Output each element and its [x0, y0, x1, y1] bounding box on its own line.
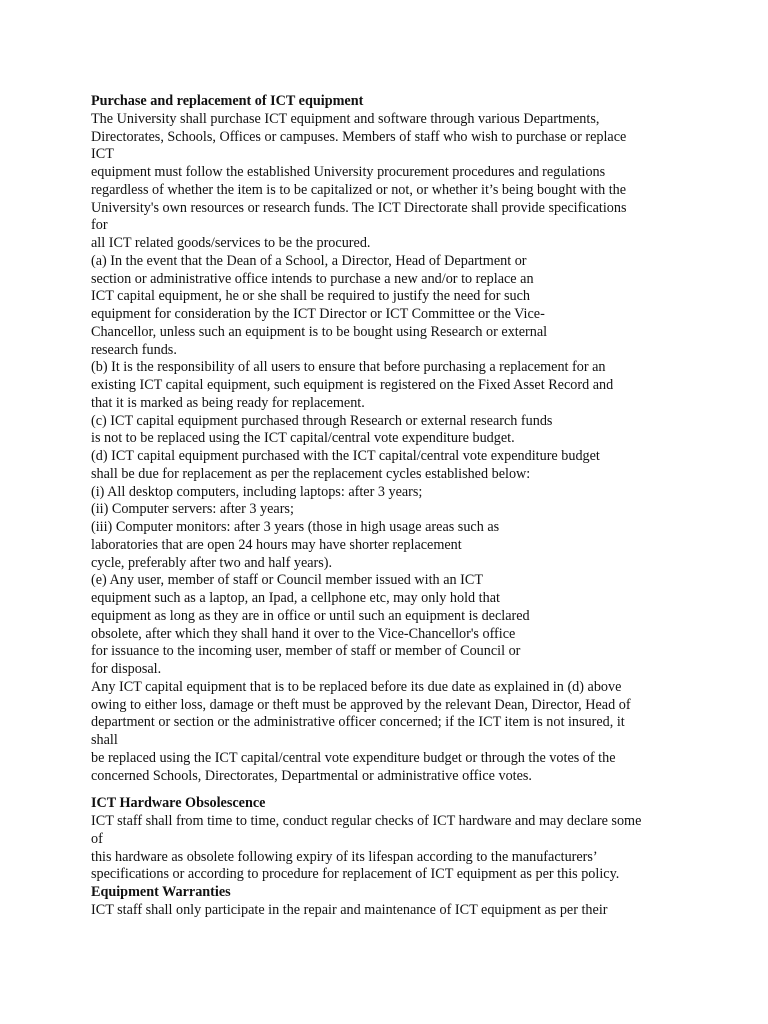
text-line: department or section or the administrative officer concerned; if the ICT item is not insured, it	[91, 714, 625, 731]
text-line: is not to be replaced using the ICT capital/central vote expenditure budget.	[91, 430, 515, 447]
section-purchase-replacement	[91, 93, 691, 785]
text-line: of	[91, 830, 103, 847]
text-line: equipment must follow the established University procurement procedures and regulations	[91, 164, 606, 180]
text-line: for disposal.	[91, 661, 162, 677]
text-line: research funds.	[91, 341, 177, 358]
text-line: shall be due for replacement as per the replacement cycles established below:	[91, 465, 531, 482]
text-line: that it is marked as being ready for replacement.	[91, 394, 365, 411]
text-line: (d) ICT capital equipment purchased with the ICT capital/central vote expenditure budget	[91, 448, 600, 464]
text-line: (b) It is the responsibility of all users to ensure that before purchasing a replacement for an	[91, 359, 606, 376]
text-line: (c) ICT capital equipment purchased through Research or external research funds	[91, 412, 553, 429]
text-line: all ICT related goods/services to be the procured.	[91, 235, 371, 251]
text-line: ICT staff shall only participate in the repair and maintenance of ICT equipment as per their	[91, 901, 608, 918]
text-line: cycle, preferably after two and half years).	[91, 554, 333, 571]
text-line: laboratories that are open 24 hours may have shorter replacement	[91, 536, 462, 553]
text-line: existing ICT capital equipment, such equipment is registered on the Fixed Asset Record and	[91, 377, 614, 393]
text-line: The University shall purchase ICT equipment and software through various Departments,	[91, 110, 600, 127]
text-line: owing to either loss, damage or theft must be approved by the relevant Dean, Director, Head of	[91, 696, 631, 713]
section-heading: Equipment Warranties	[91, 884, 231, 900]
text-line: section or administrative office intends to purchase a new and/or to replace an	[91, 270, 534, 287]
text-line: (a) In the event that the Dean of a School, a Director, Head of Department or	[91, 252, 527, 269]
text-line: for	[91, 217, 108, 234]
text-line: obsolete, after which they shall hand it over to the Vice-Chancellor's office	[91, 625, 516, 642]
section-body	[91, 111, 691, 786]
section-equipment-warranties	[91, 884, 691, 920]
text-line: (iii) Computer monitors: after 3 years (those in high usage areas such as	[91, 519, 500, 535]
text-line: regardless of whether the item is to be capitalized or not, or whether it’s being bought with the	[91, 181, 627, 198]
text-line: Chancellor, unless such an equipment is to be bought using Research or external	[91, 323, 548, 340]
section-body	[91, 902, 691, 920]
text-line: equipment such as a laptop, an Ipad, a cellphone etc, may only hold that	[91, 590, 500, 606]
text-line: University's own resources or research funds. The ICT Directorate shall provide specifications	[91, 199, 627, 216]
text-line: this hardware as obsolete following expiry of its lifespan according to the manufacturers’	[91, 848, 598, 865]
text-line: specifications or according to procedure for replacement of ICT equipment as per this policy.	[91, 866, 620, 883]
text-line: Any ICT capital equipment that is to be replaced before its due date as explained in (d) above	[91, 678, 622, 695]
text-line: equipment for consideration by the ICT Director or ICT Committee or the Vice-	[91, 306, 545, 322]
section-body	[91, 813, 691, 884]
text-line: ICT capital equipment, he or she shall be required to justify the need for such	[91, 288, 531, 305]
section-heading: ICT Hardware Obsolescence	[91, 795, 266, 812]
text-line: ICT	[91, 146, 114, 163]
text-line: Directorates, Schools, Offices or campuses. Members of staff who wish to purchase or replace	[91, 128, 627, 145]
paragraph-gap	[91, 785, 691, 795]
text-line: (ii) Computer servers: after 3 years;	[91, 501, 294, 518]
text-line: (i) All desktop computers, including laptops: after 3 years;	[91, 483, 423, 500]
text-line: ICT staff shall from time to time, conduct regular checks of ICT hardware and may declare some	[91, 813, 642, 829]
section-hardware-obsolescence	[91, 795, 691, 884]
document-page	[91, 93, 691, 920]
text-line: for issuance to the incoming user, member of staff or member of Council or	[91, 643, 521, 660]
section-heading: Purchase and replacement of ICT equipment	[91, 93, 364, 109]
text-line: (e) Any user, member of staff or Council member issued with an ICT	[91, 572, 483, 589]
text-line: concerned Schools, Directorates, Departmental or administrative office votes.	[91, 767, 532, 784]
text-line: equipment as long as they are in office or until such an equipment is declared	[91, 607, 530, 624]
text-line: be replaced using the ICT capital/central vote expenditure budget or through the votes of the	[91, 749, 616, 766]
text-line: shall	[91, 732, 118, 748]
